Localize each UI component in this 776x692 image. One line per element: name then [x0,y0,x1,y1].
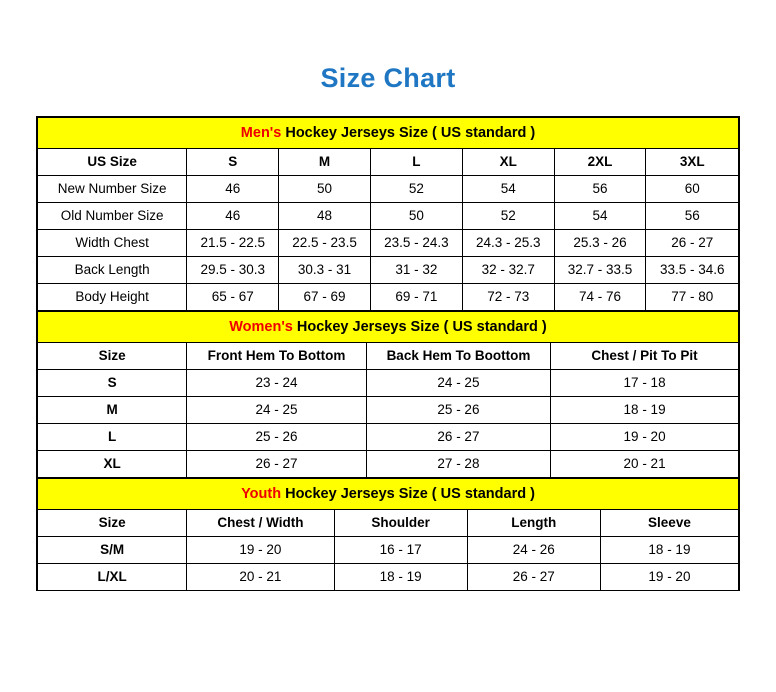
womens-col-3: Chest / Pit To Pit [551,342,739,369]
womens-cell: 25 - 26 [187,423,366,450]
womens-cell: 24 - 25 [366,369,550,396]
youth-col-3: Length [467,509,600,536]
table-row [38,229,739,256]
mens-cell: 23.5 - 24.3 [370,229,462,256]
mens-column-header-row [38,148,739,175]
youth-section-rest: Hockey Jerseys Size ( US standard ) [281,485,535,502]
youth-row-label: L/XL [38,563,187,590]
mens-cell: 46 [187,202,279,229]
mens-section-prefix: Men's [240,124,282,141]
womens-col-0: Size [38,342,187,369]
youth-size-table [37,478,739,591]
mens-cell: 31 - 32 [370,256,462,283]
womens-cell: 26 - 27 [187,450,366,477]
youth-cell: 20 - 21 [187,563,334,590]
youth-cell: 19 - 20 [600,563,738,590]
womens-column-header-row [38,342,739,369]
mens-row-label: New Number Size [38,175,187,202]
womens-section-header-row [38,311,739,342]
youth-col-2: Shoulder [334,509,467,536]
womens-section-rest: Hockey Jerseys Size ( US standard ) [292,318,547,335]
youth-section-header [38,478,739,509]
table-row [38,175,739,202]
table-row [38,536,739,563]
mens-cell: 50 [370,202,462,229]
mens-cell: 56 [646,202,739,229]
mens-cell: 30.3 - 31 [279,256,371,283]
table-row [38,256,739,283]
mens-cell: 60 [646,175,739,202]
mens-section-header-row [38,117,739,148]
mens-col-1: S [187,148,279,175]
mens-cell: 74 - 76 [554,283,646,310]
womens-section-header [38,311,739,342]
table-row [38,563,739,590]
mens-cell: 22.5 - 23.5 [279,229,371,256]
womens-col-1: Front Hem To Bottom [187,342,366,369]
table-row [38,423,739,450]
mens-cell: 25.3 - 26 [554,229,646,256]
mens-cell: 32 - 32.7 [462,256,554,283]
mens-cell: 50 [279,175,371,202]
youth-cell: 16 - 17 [334,536,467,563]
womens-cell: 23 - 24 [187,369,366,396]
table-row [38,369,739,396]
mens-cell: 72 - 73 [462,283,554,310]
mens-row-label: Body Height [38,283,187,310]
womens-row-label: XL [38,450,187,477]
mens-cell: 56 [554,175,646,202]
youth-column-header-row [38,509,739,536]
womens-cell: 25 - 26 [366,396,550,423]
youth-col-1: Chest / Width [187,509,334,536]
mens-size-table [37,117,739,311]
mens-col-3: L [370,148,462,175]
youth-cell: 24 - 26 [467,536,600,563]
table-row [38,283,739,310]
youth-section-prefix: Youth [241,485,282,502]
page-title: Size Chart [320,63,456,93]
mens-row-label: Old Number Size [38,202,187,229]
mens-cell: 29.5 - 30.3 [187,256,279,283]
youth-cell: 19 - 20 [187,536,334,563]
womens-section-prefix: Women's [229,318,293,335]
mens-col-4: XL [462,148,554,175]
womens-row-label: S [38,369,187,396]
table-row [38,396,739,423]
mens-cell: 24.3 - 25.3 [462,229,554,256]
womens-size-table [37,311,739,478]
youth-col-0: Size [38,509,187,536]
size-tables [36,116,740,591]
mens-cell: 67 - 69 [279,283,371,310]
youth-col-4: Sleeve [600,509,738,536]
womens-cell: 26 - 27 [366,423,550,450]
mens-cell: 46 [187,175,279,202]
mens-cell: 48 [279,202,371,229]
mens-row-label: Width Chest [38,229,187,256]
mens-cell: 54 [462,175,554,202]
mens-col-5: 2XL [554,148,646,175]
mens-cell: 52 [462,202,554,229]
youth-row-label: S/M [38,536,187,563]
youth-cell: 18 - 19 [334,563,467,590]
mens-cell: 54 [554,202,646,229]
womens-cell: 18 - 19 [551,396,739,423]
womens-col-2: Back Hem To Boottom [366,342,550,369]
womens-cell: 27 - 28 [366,450,550,477]
table-row [38,450,739,477]
womens-cell: 20 - 21 [551,450,739,477]
mens-col-0: US Size [38,148,187,175]
mens-section-rest: Hockey Jerseys Size ( US standard ) [281,124,536,141]
mens-cell: 52 [370,175,462,202]
mens-cell: 26 - 27 [646,229,739,256]
youth-section-header-row [38,478,739,509]
youth-cell: 26 - 27 [467,563,600,590]
womens-row-label: L [38,423,187,450]
mens-cell: 69 - 71 [370,283,462,310]
womens-row-label: M [38,396,187,423]
mens-section-header [38,117,739,148]
womens-cell: 24 - 25 [187,396,366,423]
mens-cell: 77 - 80 [646,283,739,310]
mens-col-2: M [279,148,371,175]
womens-cell: 19 - 20 [551,423,739,450]
mens-row-label: Back Length [38,256,187,283]
womens-cell: 17 - 18 [551,369,739,396]
mens-cell: 33.5 - 34.6 [646,256,739,283]
youth-cell: 18 - 19 [600,536,738,563]
mens-cell: 21.5 - 22.5 [187,229,279,256]
table-row [38,202,739,229]
mens-cell: 65 - 67 [187,283,279,310]
mens-cell: 32.7 - 33.5 [554,256,646,283]
mens-col-6: 3XL [646,148,739,175]
